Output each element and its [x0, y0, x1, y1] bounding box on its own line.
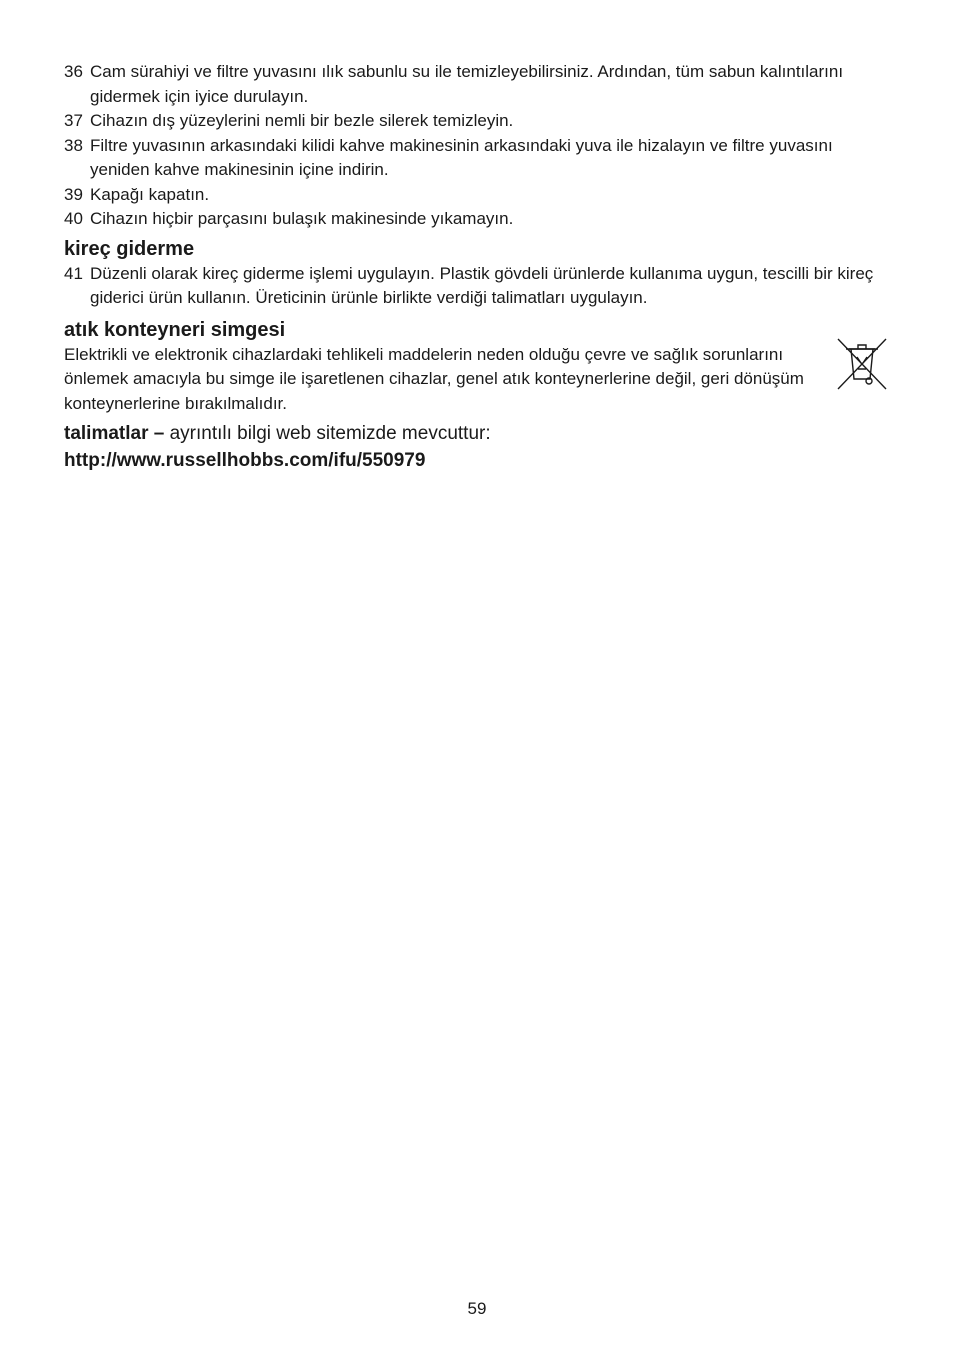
item-number: 41	[64, 263, 83, 283]
waste-section	[64, 343, 894, 417]
item-text: Cihazın dış yüzeylerini nemli bir bezle silerek temizleyin.	[90, 111, 514, 130]
item-number: 37	[64, 111, 83, 130]
instructions-label: talimatlar	[64, 423, 149, 444]
list-item-39	[64, 183, 894, 208]
list-item-40	[64, 207, 894, 232]
instructions-line	[64, 420, 894, 447]
instructions-dash: –	[148, 423, 170, 444]
item-text: Filtre yuvasının arkasındaki kilidi kahve makinesinin arkasındaki yuva ile hizalayın ve filtre yuvasını yeniden kahve makinesinin içine indirin.	[90, 135, 833, 179]
list-item-37	[64, 109, 894, 134]
waste-paragraph: Elektrikli ve elektronik cihazlardaki tehlikeli maddelerin neden olduğu çevre ve sağlık sorunlarını önlemek amacıyla bu simge ile işaretlenen cihazlar, genel atık konteynerlerine değil, geri dönüşüm konteynerlerine bırakılmalıdır.	[64, 344, 804, 413]
descale-heading: kireç giderme	[64, 237, 195, 260]
item-text: Kapağı kapatın.	[90, 184, 210, 204]
item-number: 40	[64, 209, 83, 228]
item-text: Cam sürahiyi ve filtre yuvasını ılık sabunlu su ile temizleyebilirsiniz. Ardından, tüm sabun kalıntılarını gidermek için iyice durulayın.	[90, 62, 844, 106]
list-item-38	[64, 134, 894, 183]
item-text: Cihazın hiçbir parçasını bulaşık makinesinde yıkamayın.	[90, 209, 514, 228]
item-number: 36	[64, 62, 83, 81]
document-body	[64, 60, 894, 474]
waste-heading: atık konteyneri simgesi	[64, 318, 286, 341]
page-number: 59	[467, 1299, 487, 1318]
item-number: 39	[64, 184, 83, 204]
item-number: 38	[64, 135, 83, 155]
list-item-41	[64, 262, 894, 311]
item-text: Düzenli olarak kireç giderme işlemi uygulayın. Plastik gövdeli ürünlerde kullanıma uygun, tescilli bir kireç giderici ürün kullanın. Üreticinin ürünle birlikte verdiği talimatları uygulayın.	[90, 263, 874, 307]
instructions-text: ayrıntılı bilgi web sitemizde mevcuttur:	[169, 423, 491, 444]
list-item-36	[64, 60, 894, 109]
crossed-out-wheelie-bin-icon	[836, 337, 888, 391]
instructions-url-link[interactable]: http://www.russellhobbs.com/ifu/550979	[64, 450, 426, 471]
